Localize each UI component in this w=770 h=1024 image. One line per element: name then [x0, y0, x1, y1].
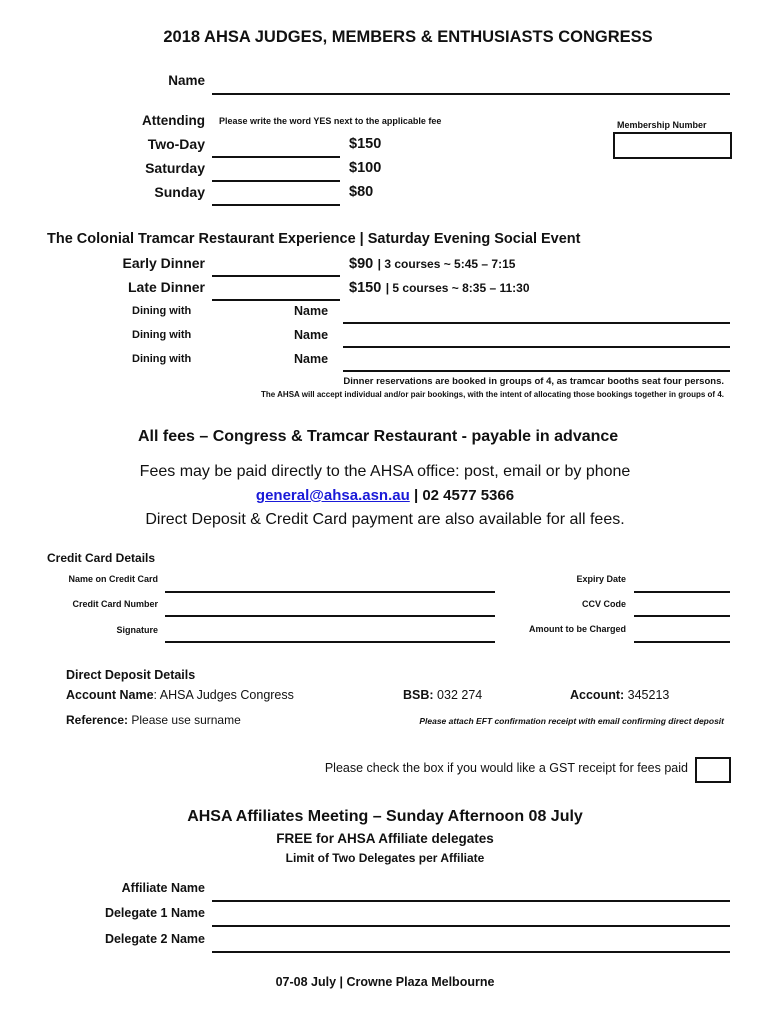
late-dinner-detail: | 5 courses ~ 8:35 – 11:30 [385, 281, 530, 295]
card-name-label: Name on Credit Card [68, 574, 158, 584]
direct-deposit-heading: Direct Deposit Details [66, 668, 196, 682]
two-day-price: $150 [349, 136, 382, 152]
bsb-line [403, 688, 482, 702]
account-number-label: Account: [570, 688, 625, 702]
event-footer: 07-08 July | Crowne Plaza Melbourne [275, 975, 495, 989]
delegate-1-label: Delegate 1 Name [104, 906, 205, 920]
email-link[interactable]: general@ahsa.asn.au [255, 487, 410, 504]
fee-instruction: Please write the word YES next to the applicable fee [219, 116, 442, 126]
signature-input[interactable] [165, 641, 495, 643]
early-dinner-input[interactable] [212, 275, 340, 277]
name-label: Name [168, 73, 205, 88]
dining-name-label: Name [294, 304, 329, 318]
delegate-1-input[interactable] [212, 925, 730, 927]
payment-heading: All fees – Congress & Tramcar Restaurant - payable in advance [138, 428, 619, 445]
payment-options-text: Direct Deposit & Credit Card payment are also available for all fees. [145, 511, 625, 528]
early-dinner-price-line [349, 255, 515, 273]
account-number-value: 345213 [627, 688, 670, 702]
early-dinner-detail: | 3 courses ~ 5:45 – 7:15 [377, 257, 516, 271]
dining-name-input[interactable] [343, 346, 730, 348]
affiliate-name-input[interactable] [212, 900, 730, 902]
dining-name-label: Name [294, 328, 329, 342]
account-name-line [66, 688, 294, 702]
credit-card-heading: Credit Card Details [47, 551, 156, 565]
affiliates-free-note: FREE for AHSA Affiliate delegates [276, 831, 494, 846]
late-dinner-price: $150 [349, 280, 382, 296]
amount-input[interactable] [634, 641, 730, 643]
late-dinner-label: Late Dinner [127, 279, 205, 295]
card-number-input[interactable] [165, 615, 495, 617]
tramcar-note-groups: Dinner reservations are booked in groups of 4, as tramcar booths seat four persons. [343, 376, 724, 387]
dining-name-input[interactable] [343, 322, 730, 324]
expiry-date-input[interactable] [634, 591, 730, 593]
membership-number-input[interactable] [613, 132, 732, 159]
payment-contact-line [0, 487, 770, 504]
sunday-input[interactable] [212, 204, 340, 206]
affiliates-limit-note: Limit of Two Delegates per Affiliate [285, 851, 485, 865]
dining-name-input[interactable] [343, 370, 730, 372]
expiry-date-label: Expiry Date [576, 574, 626, 584]
delegate-2-label: Delegate 2 Name [104, 932, 205, 946]
reference-line [66, 713, 241, 727]
phone-number: | 02 4577 5366 [413, 487, 515, 504]
saturday-label: Saturday [145, 160, 205, 176]
name-input[interactable] [212, 93, 730, 95]
tramcar-note-bookings: The AHSA will accept individual and/or pair bookings, with the intent of allocating those bookings together in groups of 4. [261, 390, 724, 399]
account-name-value: : AHSA Judges Congress [153, 688, 294, 702]
tramcar-heading: The Colonial Tramcar Restaurant Experience | Saturday Evening Social Event [47, 231, 581, 247]
affiliate-name-label: Affiliate Name [121, 881, 205, 895]
page-title: 2018 AHSA JUDGES, MEMBERS & ENTHUSIASTS CONGRESS [163, 28, 653, 46]
dining-with-label: Dining with [132, 305, 192, 317]
gst-receipt-label: Please check the box if you would like a GST receipt for fees paid [324, 761, 688, 775]
ccv-code-input[interactable] [634, 615, 730, 617]
membership-number-label: Membership Number [617, 120, 707, 130]
dining-with-label: Dining with [132, 329, 192, 341]
late-dinner-price-line [349, 279, 530, 297]
dining-name-label: Name [294, 352, 329, 366]
signature-label: Signature [116, 625, 158, 635]
account-name-label: Account Name [66, 688, 154, 702]
saturday-input[interactable] [212, 180, 340, 182]
attending-label: Attending [142, 113, 205, 128]
early-dinner-label: Early Dinner [122, 255, 205, 271]
eft-receipt-note: Please attach EFT confirmation receipt with email confirming direct deposit [419, 716, 724, 726]
bsb-label: BSB: [403, 688, 434, 702]
account-number-line [570, 688, 669, 702]
sunday-price: $80 [349, 184, 374, 200]
dining-with-label: Dining with [132, 353, 192, 365]
two-day-label: Two-Day [147, 136, 205, 152]
card-number-label: Credit Card Number [72, 599, 158, 609]
reference-value: Please use surname [131, 713, 241, 727]
card-name-input[interactable] [165, 591, 495, 593]
sunday-label: Sunday [154, 184, 205, 200]
amount-label: Amount to be Charged [529, 624, 626, 634]
bsb-value: 032 274 [437, 688, 483, 702]
gst-receipt-checkbox[interactable] [695, 757, 731, 783]
early-dinner-price: $90 [349, 256, 374, 272]
two-day-input[interactable] [212, 156, 340, 158]
affiliates-heading: AHSA Affiliates Meeting – Sunday Afternoon 08 July [187, 808, 583, 825]
late-dinner-input[interactable] [212, 299, 340, 301]
reference-label: Reference: [66, 713, 129, 727]
delegate-2-input[interactable] [212, 951, 730, 953]
saturday-price: $100 [349, 160, 382, 176]
payment-methods-text: Fees may be paid directly to the AHSA office: post, email or by phone [139, 463, 631, 480]
ccv-code-label: CCV Code [581, 599, 626, 609]
